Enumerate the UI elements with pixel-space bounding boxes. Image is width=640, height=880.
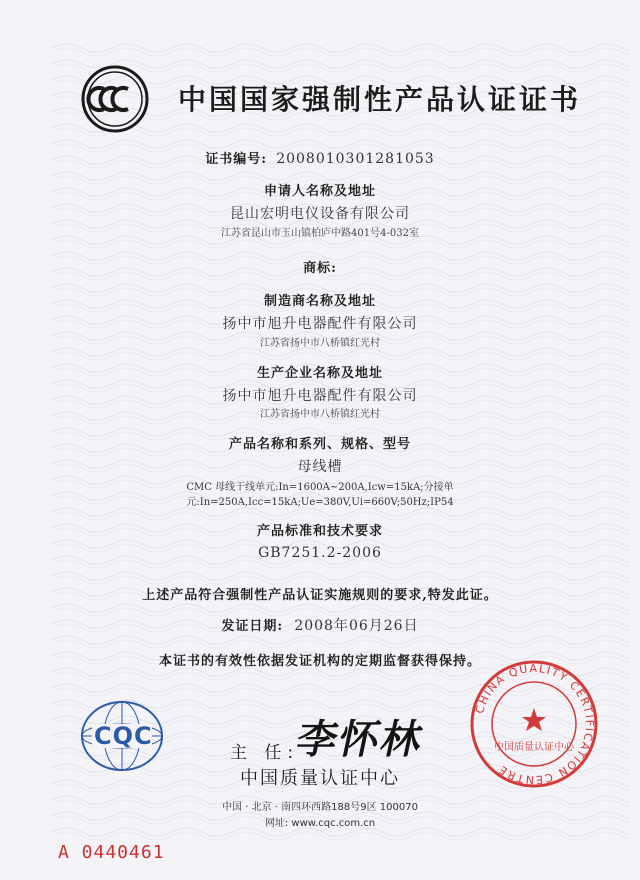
manufacturer-label: 制造商名称及地址 bbox=[263, 294, 376, 309]
manufacturer-name: 扬中市旭升电器配件有限公司 bbox=[222, 316, 418, 332]
issuer-address: 中国 · 北京 · 南四环西路188号9区 100070 bbox=[222, 802, 418, 813]
ccc-logo-icon bbox=[80, 64, 150, 134]
ccc-logo bbox=[80, 64, 150, 134]
applicant-name: 昆山宏明电仪设备有限公司 bbox=[230, 206, 410, 222]
issue-date-label: 发证日期: bbox=[221, 619, 284, 634]
certificate-title: 中国国家强制性产品认证证书 bbox=[178, 83, 582, 116]
validity-statement: 本证书的有效性依据发证机构的定期监督获得保持。 bbox=[158, 654, 481, 669]
applicant-label: 申请人名称及地址 bbox=[263, 184, 376, 199]
director-signature: 李怀林 bbox=[292, 716, 429, 763]
serial-number: A 0440461 bbox=[58, 842, 165, 863]
issue-date-value: 2008年06月26日 bbox=[294, 618, 419, 634]
director-label: 主 任: bbox=[230, 743, 300, 763]
issuer-name: 中国质量认证中心 bbox=[240, 768, 400, 789]
factory-address: 江苏省扬中市八桥镇红光村 bbox=[260, 409, 380, 420]
product-name: 母线槽 bbox=[297, 459, 343, 475]
seal-ring-text: CHINA QUALITY CERTIFICATION CENTRE bbox=[473, 661, 597, 787]
star-icon bbox=[522, 708, 546, 731]
manufacturer-address: 江苏省扬中市八桥镇红光村 bbox=[260, 338, 380, 349]
standard-value: GB7251.2-2006 bbox=[258, 545, 382, 561]
trademark-label: 商标: bbox=[303, 261, 337, 276]
seal-center-text: 中国质量认证中心 bbox=[494, 742, 574, 753]
issue-date-row bbox=[0, 615, 640, 635]
cqc-logo bbox=[78, 698, 166, 774]
conformity-statement: 上述产品符合强制性产品认证实施规则的要求,特发此证。 bbox=[142, 588, 498, 603]
product-spec-line1: CMC 母线干线单元:In=1600A~200A,Icw=15kA;分接单 bbox=[186, 482, 454, 493]
issuer-website: 网址: www.cqc.com.cn bbox=[264, 818, 376, 829]
product-label: 产品名称和系列、规格、型号 bbox=[228, 437, 411, 452]
applicant-address: 江苏省昆山市玉山镇柏庐中路401号4-032室 bbox=[221, 228, 419, 239]
cqc-logo-text: CQC bbox=[94, 722, 153, 750]
product-spec-line2: 元:In=250A,Icc=15kA;Ue=380V,Ui=660V;50Hz;IP54 bbox=[186, 497, 454, 508]
certificate-number-row bbox=[0, 148, 640, 167]
standard-label: 产品标准和技术要求 bbox=[256, 524, 383, 539]
factory-label: 生产企业名称及地址 bbox=[256, 366, 383, 381]
certificate-number-label: 证书编号: bbox=[205, 152, 268, 167]
certificate-number-value: 2008010301281053 bbox=[276, 151, 435, 167]
factory-name: 扬中市旭升电器配件有限公司 bbox=[222, 388, 418, 404]
